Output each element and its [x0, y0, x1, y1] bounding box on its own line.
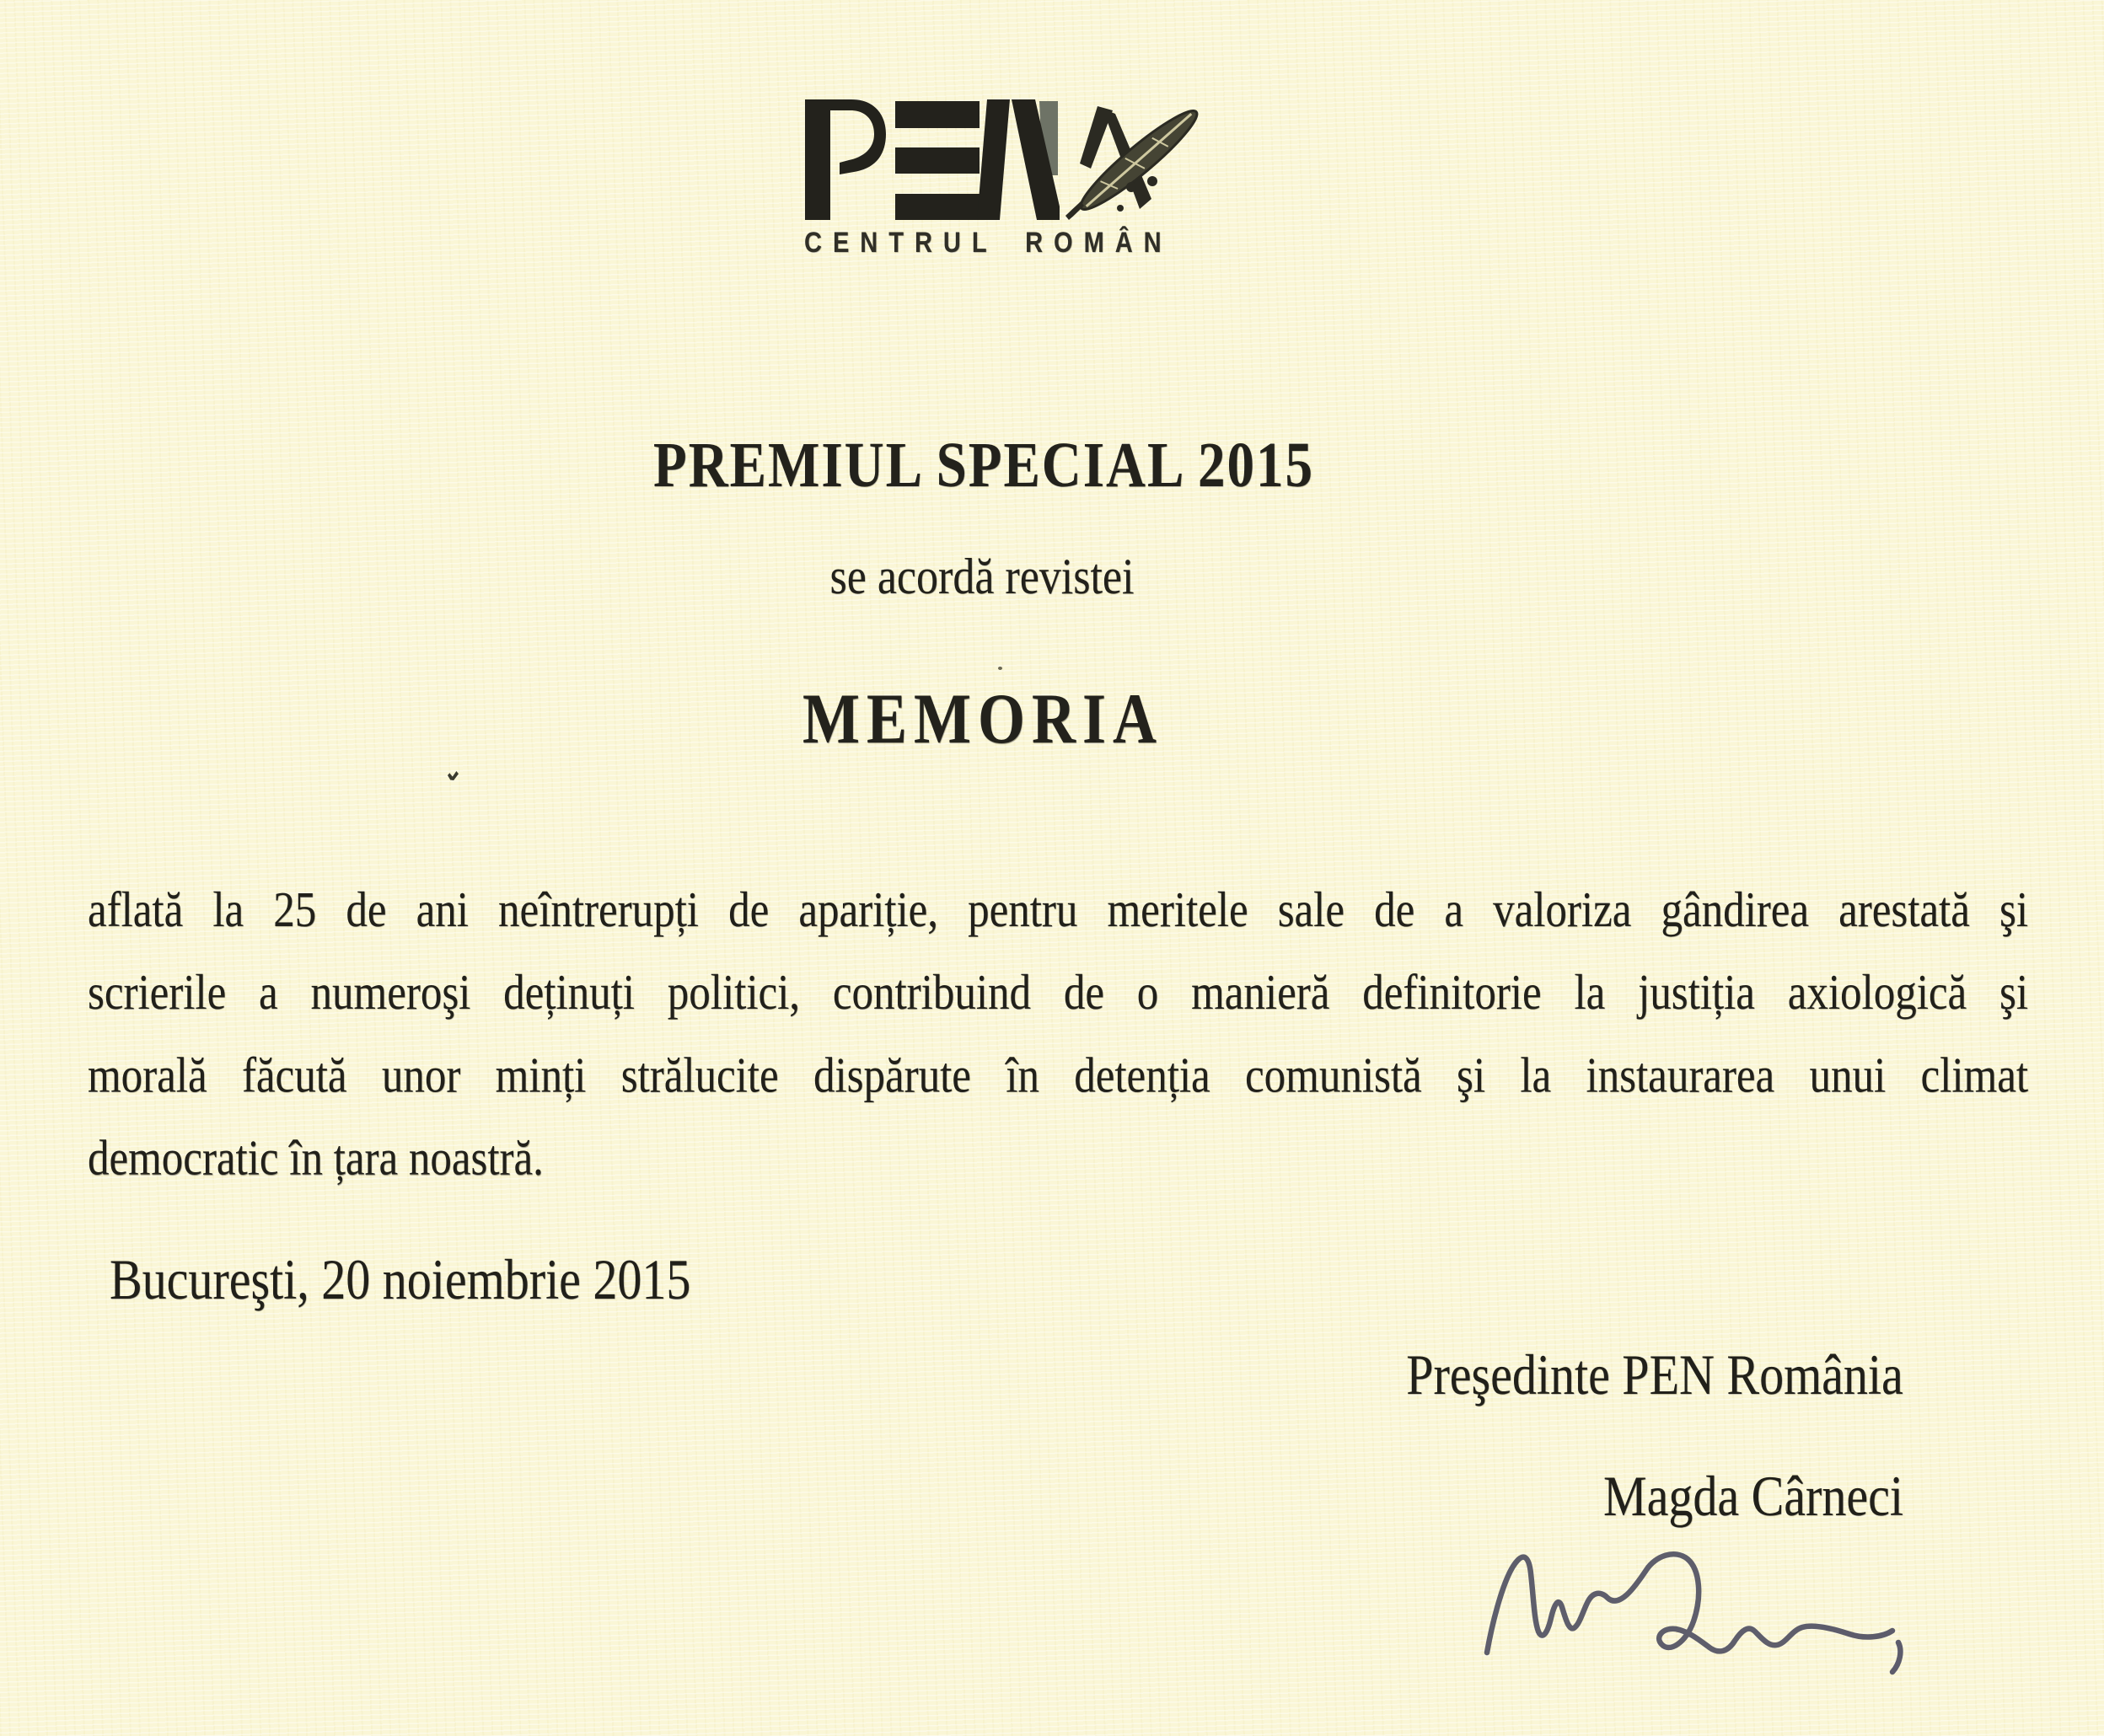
signer-name: Magda Cârneci: [1603, 1464, 1903, 1529]
pen-logo-mark-icon: [801, 99, 1222, 222]
signature-icon: [1467, 1546, 1922, 1694]
pen-letter-e: [895, 101, 980, 220]
scan-speck: [448, 771, 459, 780]
dateline: Bucureşti, 20 noiembrie 2015: [110, 1247, 691, 1312]
body-line-1: aflată la 25 de ani neîntrerupți de apariție, pentru meritele sale de a valoriza gândirea arestată şi: [88, 882, 2028, 938]
pen-logo-wordmark: [0, 0, 1, 1]
body-line-3: morală făcută unor minți strălucite dispărute în detenția comunistă şi la instaurarea unui climat: [88, 1047, 2028, 1104]
signer-title: Preşedinte PEN România: [1406, 1342, 1903, 1407]
award-heading: PREMIUL SPECIAL 2015: [652, 430, 1315, 501]
pen-letter-p: [805, 99, 886, 220]
award-subheading: se acordă revistei: [829, 549, 1135, 606]
body-line-4: democratic în țara noastră.: [88, 1131, 544, 1187]
body-line-2: scrierile a numeroşi deținuți politici, contribuind de o manieră definitorie la justiția axiologică şi: [88, 965, 2028, 1021]
award-body: [88, 869, 2028, 1200]
pen-logo-subtext: CENTRUL ROMÂN: [804, 227, 1173, 260]
scan-speck: [998, 667, 1002, 670]
recipient-title: MEMORIA: [802, 679, 1163, 758]
quill-feather-icon: [1065, 102, 1205, 220]
